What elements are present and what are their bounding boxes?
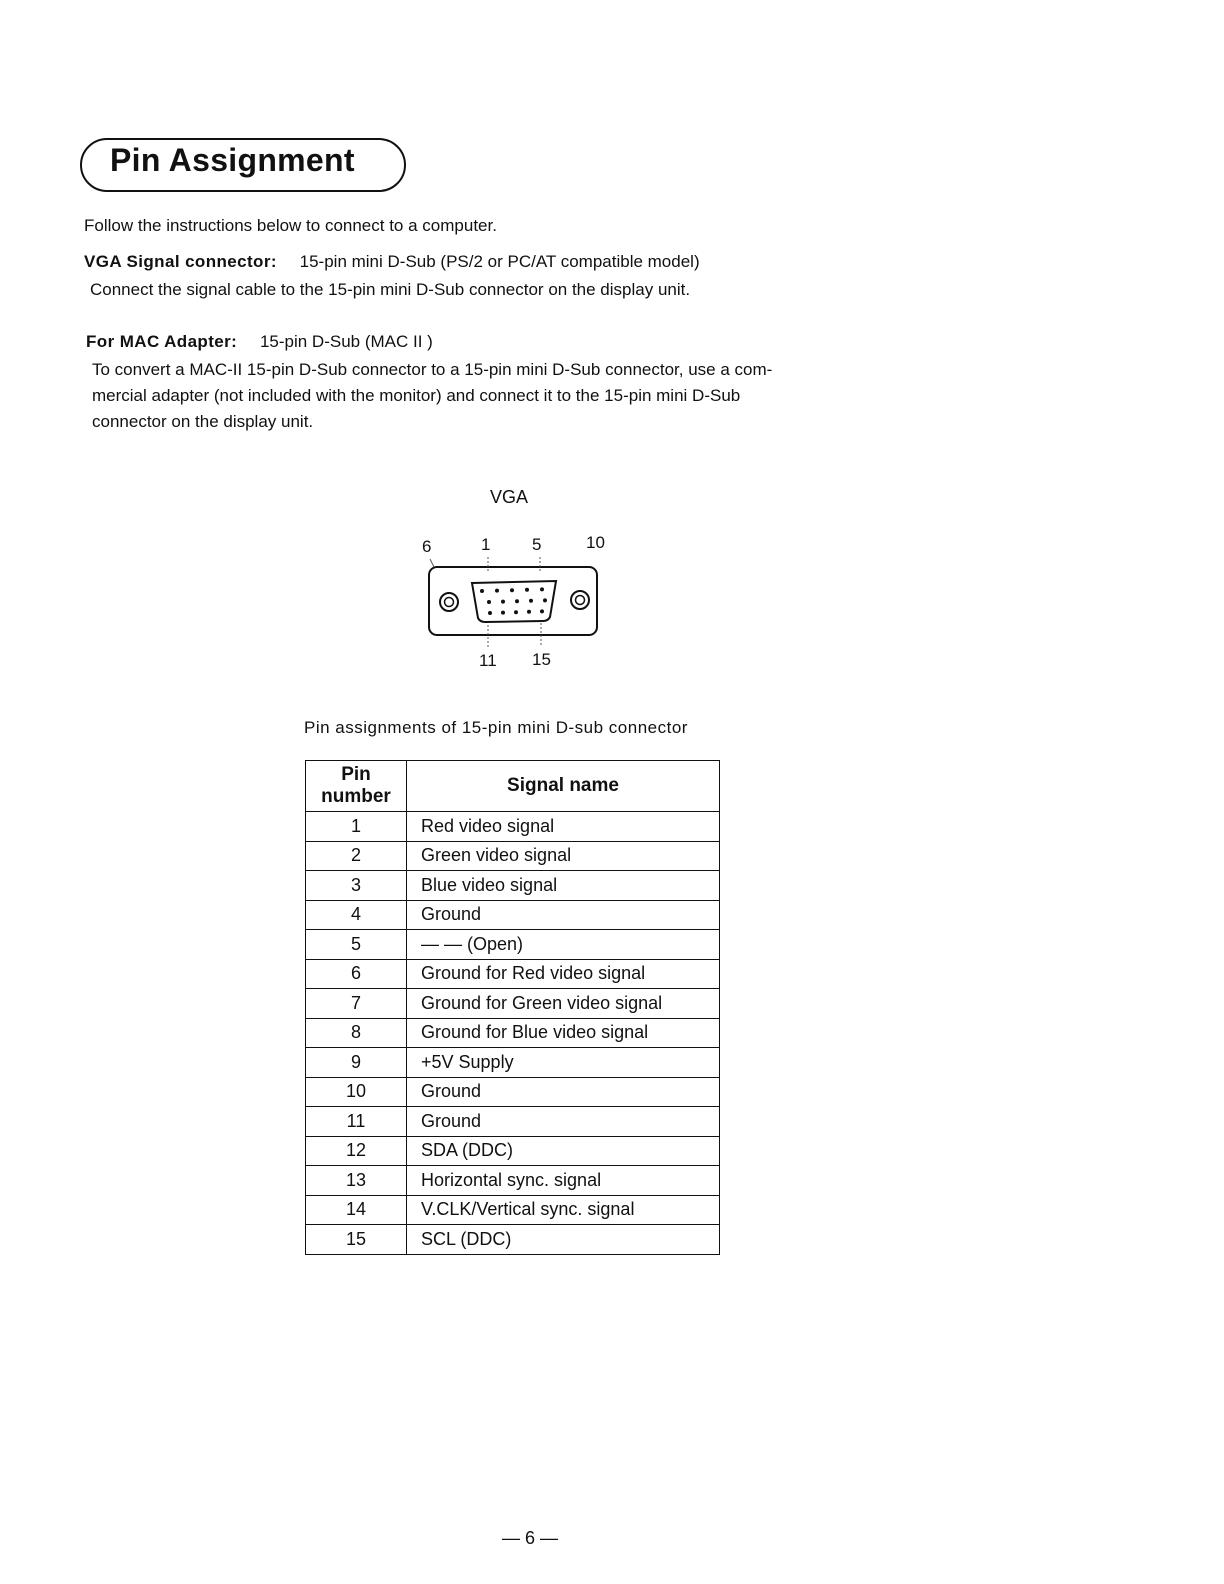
table-body	[306, 812, 720, 1255]
vga-description: Connect the signal cable to the 15-pin mini D-Sub connector on the display unit.	[90, 280, 691, 299]
table-row	[306, 1018, 720, 1048]
pin-dot	[540, 587, 544, 591]
table-row	[306, 1107, 720, 1137]
signal-name-cell: Ground for Green video signal	[407, 989, 720, 1019]
pin-dot	[488, 611, 492, 615]
signal-name-cell: Green video signal	[407, 841, 720, 871]
pin-number-cell: 14	[306, 1195, 407, 1225]
vga-spec: 15-pin mini D-Sub (PS/2 or PC/AT compatible model)	[299, 252, 700, 271]
table-row	[306, 841, 720, 871]
signal-name-cell: Horizontal sync. signal	[407, 1166, 720, 1196]
table-row	[306, 871, 720, 901]
table-row	[306, 1225, 720, 1255]
table-row	[306, 1195, 720, 1225]
table-row	[306, 989, 720, 1019]
signal-name-cell: Ground	[407, 1077, 720, 1107]
mac-description-line-1: To convert a MAC-II 15-pin D-Sub connector to a 15-pin mini D-Sub connector, use a com-	[92, 360, 773, 379]
table-row	[306, 1077, 720, 1107]
pin-number-cell: 2	[306, 841, 407, 871]
pin-dot	[514, 610, 518, 614]
mac-description-line-3: connector on the display unit.	[92, 412, 314, 431]
vga-connector-line	[84, 248, 700, 275]
table-caption: Pin assignments of 15-pin mini D-sub connector	[304, 718, 688, 737]
pin-number-cell: 1	[306, 812, 407, 842]
mac-label: For MAC Adapter:	[86, 332, 238, 351]
table-row	[306, 959, 720, 989]
pin-dot	[480, 589, 484, 593]
signal-name-cell: SDA (DDC)	[407, 1136, 720, 1166]
signal-name-cell: Ground	[407, 1107, 720, 1137]
pin-dot	[525, 588, 529, 592]
signal-name-cell: Ground for Red video signal	[407, 959, 720, 989]
page-number: — 6 —	[502, 1528, 559, 1548]
pin-dot	[515, 599, 519, 603]
mac-adapter-line	[86, 328, 433, 355]
pin-dot	[529, 599, 533, 603]
signal-name-cell: SCL (DDC)	[407, 1225, 720, 1255]
mac-description-line-2: mercial adapter (not included with the monitor) and connect it to the 15-pin mini D-Sub	[92, 386, 741, 405]
table-row	[306, 812, 720, 842]
pin-number-cell: 11	[306, 1107, 407, 1137]
pin-number-cell: 15	[306, 1225, 407, 1255]
header-pin-number: Pin number	[306, 761, 407, 812]
pin-label-10: 10	[586, 533, 605, 552]
screw-hole-right	[571, 591, 589, 609]
signal-name-cell: +5V Supply	[407, 1048, 720, 1078]
pin-number-cell: 8	[306, 1018, 407, 1048]
intro-text: Follow the instructions below to connect to a computer.	[84, 216, 497, 235]
signal-name-cell: Red video signal	[407, 812, 720, 842]
pin-number-cell: 10	[306, 1077, 407, 1107]
signal-name-cell: — — (Open)	[407, 930, 720, 960]
screw-hole-left	[440, 593, 458, 611]
pin-label-5: 5	[532, 535, 542, 554]
pin-dot	[510, 588, 514, 592]
pin-label-1: 1	[481, 535, 491, 554]
pin-number-cell: 5	[306, 930, 407, 960]
vga-connector-diagram	[420, 555, 610, 655]
table-row	[306, 1166, 720, 1196]
pin-label-6: 6	[422, 537, 432, 556]
pin-dot	[527, 610, 531, 614]
pin-dot	[540, 609, 544, 613]
page-title: Pin Assignment	[110, 142, 355, 178]
pin-dot	[487, 600, 491, 604]
table-row	[306, 1048, 720, 1078]
pin-dot	[495, 589, 499, 593]
signal-name-cell: Ground	[407, 900, 720, 930]
table-row	[306, 1136, 720, 1166]
table-row	[306, 930, 720, 960]
vga-label: VGA Signal connector:	[84, 252, 277, 271]
pin-number-cell: 13	[306, 1166, 407, 1196]
header-signal-name: Signal name	[407, 761, 720, 812]
pin-number-cell: 3	[306, 871, 407, 901]
pin-number-cell: 7	[306, 989, 407, 1019]
pin-dot	[543, 598, 547, 602]
signal-name-cell: V.CLK/Vertical sync. signal	[407, 1195, 720, 1225]
table-row	[306, 900, 720, 930]
signal-name-cell: Ground for Blue video signal	[407, 1018, 720, 1048]
pin-number-cell: 9	[306, 1048, 407, 1078]
pin-dot	[501, 600, 505, 604]
vga-diagram-label: VGA	[490, 487, 529, 507]
table-header-row	[306, 761, 720, 812]
mac-spec: 15-pin D-Sub (MAC II )	[259, 332, 433, 351]
pin-assignment-table	[305, 760, 720, 1255]
pin-label-11: 11	[479, 651, 497, 670]
pin-dot	[501, 611, 505, 615]
pin-label-15: 15	[532, 650, 551, 669]
signal-name-cell: Blue video signal	[407, 871, 720, 901]
pin-number-cell: 6	[306, 959, 407, 989]
pin-number-cell: 12	[306, 1136, 407, 1166]
pin-number-cell: 4	[306, 900, 407, 930]
pin-dots	[480, 587, 547, 615]
